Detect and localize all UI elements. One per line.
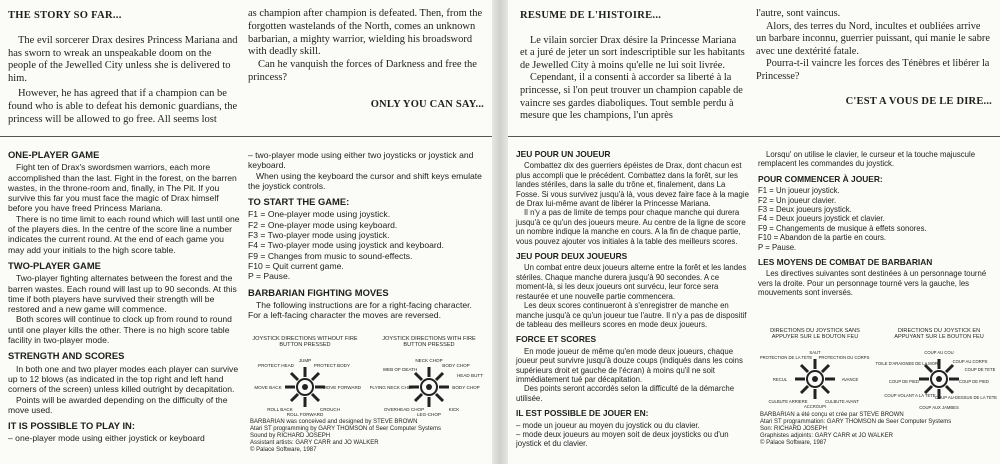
rules-column-2 [758,150,994,298]
diagram-label: HEAD BUTT [456,372,484,378]
diagram-caption: DIRECTIONS DU JOYSTICK EN APPUYANT SUR LE BOUTON FEU [894,328,984,341]
section-title: FORCE ET SCORES [516,334,597,345]
section-title: JEU POUR UN JOUEUR [516,149,611,159]
section-title: LES MOYENS DE COMBAT DE BARBARIAN [758,257,933,268]
diagram-label: COUP AU-DESSUS DE LA TETE [934,394,998,400]
body-text: When using the keyboard the cursor and shift keys emulate the joystick controls. [248,170,482,191]
diagram-label: NECK CHOP [415,357,443,363]
body-text: – two-player mode using either two joysticks or joystick and keyboard. [248,150,474,171]
diagram-label: CULBUTE ARRIERE [768,398,808,404]
section-title: TO START THE GAME: [248,196,350,208]
key-item: F9 = Changements de musique à effets sonores. [758,223,927,233]
key-item: F1 = Un joueur joystick. [758,186,840,196]
rules-column-1 [8,150,240,444]
story-signoff: C'EST A VOUS DE LE DIRE... [845,95,992,107]
credit-line: Atari ST programmation: GARY THOMSON de Seer Computer Systems [760,419,952,425]
body-text: There is no time limit to each round which will last until one of the players dies. In the centre of the score line a number indicates the current round. At the end of each game you may add your initials to the high score table. [8,213,240,255]
diagram-label: CULBUTE AVANT [825,398,859,404]
key-list [758,186,994,252]
story-paragraph: l'autre, sont vaincus. [756,8,841,19]
credit-line: © Palace Software, 1987 [760,440,827,446]
joystick-diagram-no-fire [250,336,360,426]
diagram-label: CROUCH [319,406,341,412]
joystick-diagrams [250,336,484,426]
section-title: STRENGTH AND SCORES [8,350,125,362]
key-item: F9 = Changes from music to sound-effects. [248,250,413,261]
story-paragraph: Cependant, il a consenti à accorder sa liberté à la princesse, si l'on peut trouver un champion capable de vaincre ses gardes diaboliques. Tout semble perdu à mesure que les champions, l'un après [520,72,743,122]
story-title: THE STORY SO FAR... [8,10,122,21]
diagram-label: PROTECTION DU CORPS [818,354,870,360]
diagram-label: PROTECT BODY [313,362,351,368]
page-fold [492,0,508,464]
body-text: – mode un joueur au moyen du joystick ou du clavier. [516,420,700,430]
key-item: F10 = Quit current game. [248,260,344,271]
section-title: IL EST POSSIBLE DE JOUER EN: [516,408,649,419]
section-title: IT IS POSSIBLE TO PLAY IN: [8,420,135,432]
diagram-label: JUMP [298,357,312,363]
diagram-label: COUP AUX JAMBES [919,404,959,410]
credit-line: BARBARIAN a été conçu et crée par STEVE BROWN [760,412,904,418]
story-column-1 [520,10,746,123]
key-item: F1 = One-player mode using joystick. [248,209,391,220]
key-item: F2 = One-player mode using keyboard. [248,219,398,230]
story-title: RESUME DE L'HISTOIRE... [520,10,662,21]
joystick-icon [250,349,360,421]
credit-line: BARBARIAN was conceived and designed by STEVE BROWN [250,419,418,425]
joystick-icon [369,349,484,421]
diagram-label: COUP AU COU [924,349,954,355]
credits [250,419,486,454]
credit-line: Sound by RICHARD JOSEPH [250,433,331,439]
diagram-label: ACCROUPI [803,403,827,409]
diagram-label: LEG-CHOP [417,411,441,417]
divider [508,136,1000,137]
story-column-1 [8,10,240,126]
diagram-label: COUP DE TETE [964,366,996,372]
diagram-label: ROLL BACK [267,406,293,412]
body-text: Les directives suivantes sont destinées à un personnage tourné vers la droite. Pour un personnage tourné vers la gauche, les mouvements sont inversés. [758,269,987,298]
story-paragraph: However, he has agreed that if a champion can be found who is able to defeat his demonic guardians, the princess will be allowed to go free. All seems lost [8,87,238,125]
diagram-label: WEB OF DEATH [382,366,418,372]
body-text: – mode deux joueurs au moyen soit de deux joysticks ou d'un joystick et du clavier. [516,429,729,449]
key-item: F2 = Un joueur clavier. [758,195,837,205]
body-text: Lorsqu' on utilise le clavier, le curseur et la touche majuscule remplacent les commandes du joystick. [758,150,976,169]
credit-line: © Palace Software, 1987 [250,447,317,453]
story-paragraph: as champion after champion is defeated. Then, from the forgotten wastelands of the North, comes an unknown barbarian, a mighty warrior, wielding his broadsword with deadly skill. [248,8,483,58]
diagram-caption: DIRECTIONS DU JOYSTICK SANS APPUYER SUR LE BOUTON FEU [770,328,860,341]
body-text: Points will be awarded depending on the difficulty of the move used. [8,394,228,415]
diagram-label: ROLL FORWARD [286,411,324,417]
diagram-label: COUP DE PIED [889,378,919,384]
credit-line: Son: RICHARD JOSEPH [760,426,828,432]
diagram-label: TOILE D'ARAIGNEE DE LA MORT [875,360,941,366]
diagram-label: COUP DE PIED [959,378,989,384]
diagram-caption: JOYSTICK DIRECTIONS WITHOUT FIRE BUTTON PRESSED [252,336,358,349]
diagram-label: SAUT [809,349,821,355]
joystick-diagrams [759,328,998,415]
section-title: TWO-PLAYER GAME [8,259,101,271]
key-list [248,209,484,281]
key-item: F4 = Deux joueurs joystick et clavier. [758,214,885,224]
rules-column-2 [248,150,484,320]
credits [760,412,996,447]
body-text: Il n'y a pas de limite de temps pour chaque manche qui durera jusqu'à ce qu'un des joueurs meure. Au centre de la ligne de score un nombre indique la manche en cours. A la fin de chaque partie, vous pouvez ajouter vos initiales à la table des meilleurs scores. [516,208,746,246]
body-text: In both one and two player modes each player can survive up to 12 blows (as indicated in the top right and left hand corners of the screen) unless killed outright by decapitation. [8,363,239,395]
story-paragraph: Alors, des terres du Nord, incultes et oubliées arrive un barbare inconnu, guerrier puissant, qui manie le sabre avec une dextérité fatale. [756,20,990,57]
section-title: JEU POUR DEUX JOUEURS [516,251,628,262]
body-text: Both scores will continue to clock up from round to round until one player kills the other. There is no high score table facility in two-player mode. [8,314,232,346]
diagram-label: PROTECTION DE LA TETE [759,354,813,360]
diagram-label: PROTECT HEAD [258,362,294,368]
key-item: P = Pause. [248,271,291,282]
diagram-label: AVANCE [841,376,859,382]
diagram-label: OVERHEAD CHOP [383,406,425,412]
story-column-2 [756,8,992,108]
body-text: Les deux scores continueront à s'enregistrer de manche en manche jusqu'à ce qu'un joueur tue l'autre. Il n'y a pas de dispositif de tableau des meilleurs scores en mode deux joueurs. [516,301,747,329]
story-signoff: ONLY YOU CAN SAY... [370,98,484,110]
french-page [508,0,1000,464]
body-text: En mode joueur de même qu'en mode deux joueurs, chaque joueur peut survivre jusqu'à douze coups (indiqués dans les coins supérieurs droit et gauche de l'écran) à moins qu'il ne soit immédiatement tué par décapitation. [516,346,743,384]
diagram-label: COUP VOLANT A LA TETE [884,392,936,398]
english-page [0,0,492,464]
story-paragraph: Pourra-t-il vaincre les forces des Ténèbres et libérer la Princesse? [756,58,990,82]
key-item: F10 = Abandon de la partie en cours. [758,233,887,243]
diagram-label: FLYING NECK CHOP [369,384,415,390]
body-text: Fight ten of Drax's swordsmen warriors, each more accomplished than the last. Fight in the forest, on the barren wastes, in the throne-room and, finally, in The Pit. If you survive this far you must face the magic of Drax himself before you have freed Princess Mariana. [8,162,237,214]
credit-line: Assistant artists: GARY CARR and JO WALKER [250,440,379,446]
credit-line: Graphistes adjoints: GARY CARR et JO WALKER [760,433,893,439]
joystick-diagram-fire [369,336,484,426]
diagram-label: KICK [448,406,460,412]
joystick-icon [875,341,998,413]
story-column-2 [248,8,484,112]
diagram-label: COUP AU CORPS [952,358,988,364]
story-paragraph: Can he vanquish the forces of Darkness and free the princess? [248,59,477,83]
diagram-label: BODY CHOP [442,362,470,368]
key-item: P = Pause. [758,242,797,252]
section-title: ONE-PLAYER GAME [8,149,100,160]
body-text: Combattez dix des guerriers épéistes de Drax, dont chacun est plus accompli que le précédent. Combattez dans la forêt, sur les landes stériles, dans la salle du trône et, finalement, dans La Fosse. Si vous survivez jusqu'à là, vous devez faire face à la magie de Drax lui-même avant de libérer la Princesse Mariana. [516,161,749,209]
diagram-label: RECUL [772,376,788,382]
credit-line: Atari ST programming by GARY THOMSON of Seer Computer Systems [250,426,441,432]
body-text: – one-player mode using either joystick or keyboard [8,433,205,444]
key-item: F3 = Deux joueurs joystick. [758,205,852,215]
body-text: Des points seront accordés selon la difficulté de la démarche utilisée. [516,384,735,403]
joystick-icon [760,341,870,413]
diagram-label: BODY CHOP [452,384,480,390]
body-text: Two-player fighting alternates between the forest and the barren wastes. Each round will last up to 90 seconds. At this time if both players have survived their strength will be restored and a new game will commence. [8,273,237,315]
key-item: F4 = Two-player mode using joystick and keyboard. [248,240,444,251]
section-title: POUR COMMENCER À JOUER: [758,173,883,184]
diagram-caption: JOYSTICK DIRECTIONS WITH FIRE BUTTON PRESSED [382,336,476,349]
diagram-label: MOVE BACK [254,384,282,390]
joystick-diagram-no-fire [760,328,870,415]
body-text: Un combat entre deux joueurs alterne entre la forêt et les landes stériles. Chaque manche durera jusqu'à 90 secondes. A ce moment-là, si les deux joueurs ont survécu, leur force sera restaurée et une nouvelle partie commencera. [516,263,747,301]
diagram-label: MOVE FORWARD [322,384,362,390]
story-paragraph: The evil sorcerer Drax desires Princess Mariana and has sworn to wreak an unspeakable doom on the people of the Jewelled City unless she is delivered to him. [8,34,238,85]
rules-column-1 [516,150,750,449]
body-text: The following instructions are for a right-facing character. For a left-facing character the moves are reversed. [248,299,472,321]
story-paragraph: Le vilain sorcier Drax désire la Princesse Mariana et a juré de jeter un sort indescriptible sur les habitants de Jewelled City à moins qu'elle ne lui soit livrée. [520,34,745,71]
section-title: BARBARIAN FIGHTING MOVES [248,286,389,298]
divider [0,136,492,137]
key-item: F3 = Two-player mode using joystick. [248,230,390,241]
joystick-diagram-fire [875,328,998,415]
